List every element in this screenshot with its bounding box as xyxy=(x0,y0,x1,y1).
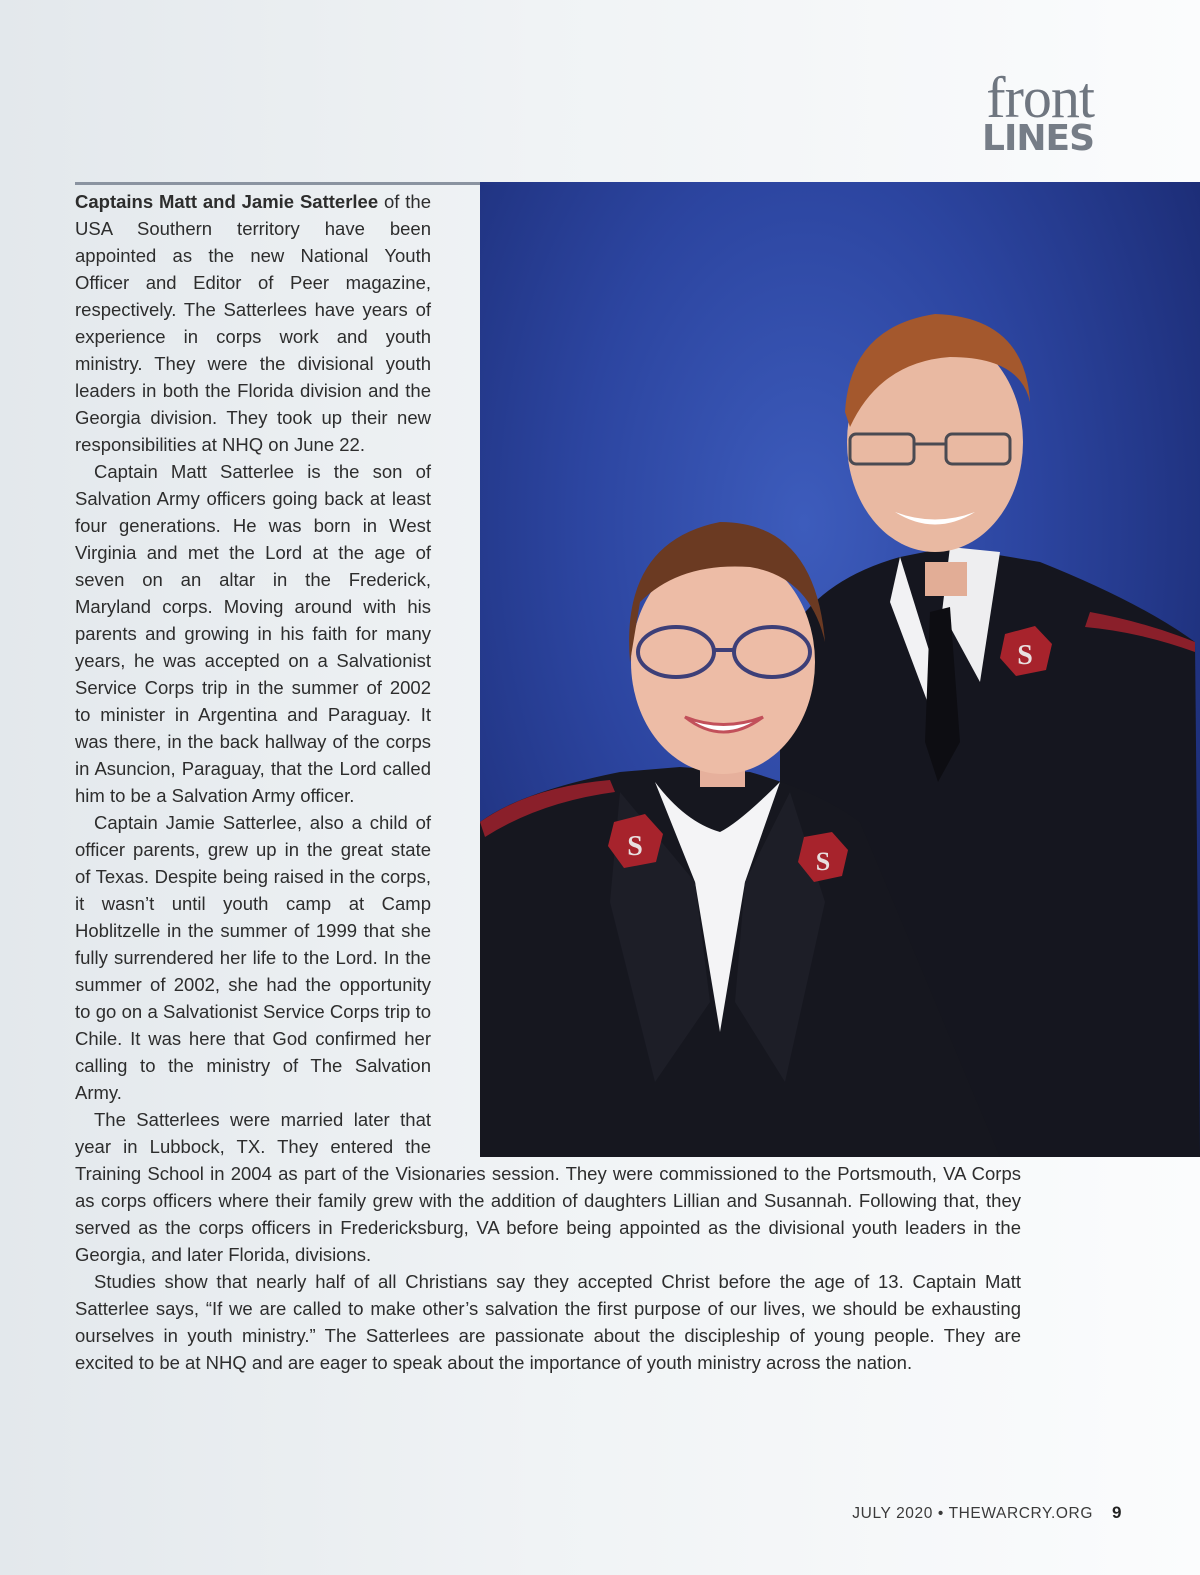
page-number: 9 xyxy=(1111,1503,1122,1522)
column-top-rule xyxy=(75,182,480,185)
article-paragraph-2: Captain Matt Satterlee is the son of Salvation Army officers going back at least four generations. He was born in West Virginia and met the Lord at the age of seven on an altar in the Frederick, Maryland corps. Moving around with his parents and growing in his faith for many years, he was accepted on a Salvationist Service Corps trip in the summer of 2002 to minister in Argentina and Paraguay. It was there, in the back hallway of the corps in Asuncion, Paraguay, that the Lord called him to be a Salvation Army officer. xyxy=(75,461,431,806)
paragraph-1-text: of the USA Southern territory have been appointed as the new National Youth Officer and Editor of Peer magazine, respectively. The Satterlees have years of experience in corps work and youth ministry. They were the divisional youth leaders in both the Florida division and the Georgia division. They took up their new responsibilities at NHQ on June 22. xyxy=(75,191,431,455)
article-paragraph-3: Captain Jamie Satterlee, also a child of officer parents, grew up in the great state of Texas. Despite being raised in the corps, it wasn’t until youth camp at Camp Hoblitzelle in the summer of 1999 that she fully surrendered her life to the Lord. In the summer of 2002, she had the opportunity to go on a Salvationist Service Corps trip to Chile. It was here that God confirmed her calling to the ministry of The Salvation Army. xyxy=(75,812,431,1103)
article-paragraph-5: Studies show that nearly half of all Christians say they accepted Christ before the age of 13. Captain Matt Satterlee says, “If we are called to make other’s salvation the first purpose of our lives, we should be exhausting ourselves in youth ministry.” The Satterlees are passionate about the discipleship of young people. They are excited to be at NHQ and are eager to speak about the importance of youth ministry across the nation. xyxy=(75,1271,1021,1373)
footer-issue-date: JULY 2020 xyxy=(852,1505,933,1522)
lead-names: Captains Matt and Jamie Satterlee xyxy=(75,191,379,212)
footer-website: THEWARCRY.ORG xyxy=(948,1505,1094,1522)
footer-separator: • xyxy=(937,1505,944,1522)
section-masthead xyxy=(982,65,1094,159)
badge-s-woman-right: S xyxy=(815,847,831,876)
masthead-lines-word: LINES xyxy=(982,118,1094,159)
badge-s-man: S xyxy=(1017,640,1033,671)
masthead-front-word: front xyxy=(986,65,1094,130)
article-paragraph-4: The Satterlees were married later that year in Lubbock, TX. They entered the Training School in 2004 as part of the Visionaries session. They were commissioned to the Portsmouth, VA Corps as corps officers where their family grew with the addition of daughters Lillian and Susannah. Following that, they served as the corps officers in Fredericksburg, VA before being appointed as the divisional youth leaders in the Georgia, and later Florida, divisions. xyxy=(75,1109,1021,1265)
photo-float-spacer xyxy=(431,188,1021,1158)
page-footer xyxy=(852,1503,1122,1523)
article-body xyxy=(75,188,1021,1376)
badge-s-woman-left: S xyxy=(627,831,643,862)
